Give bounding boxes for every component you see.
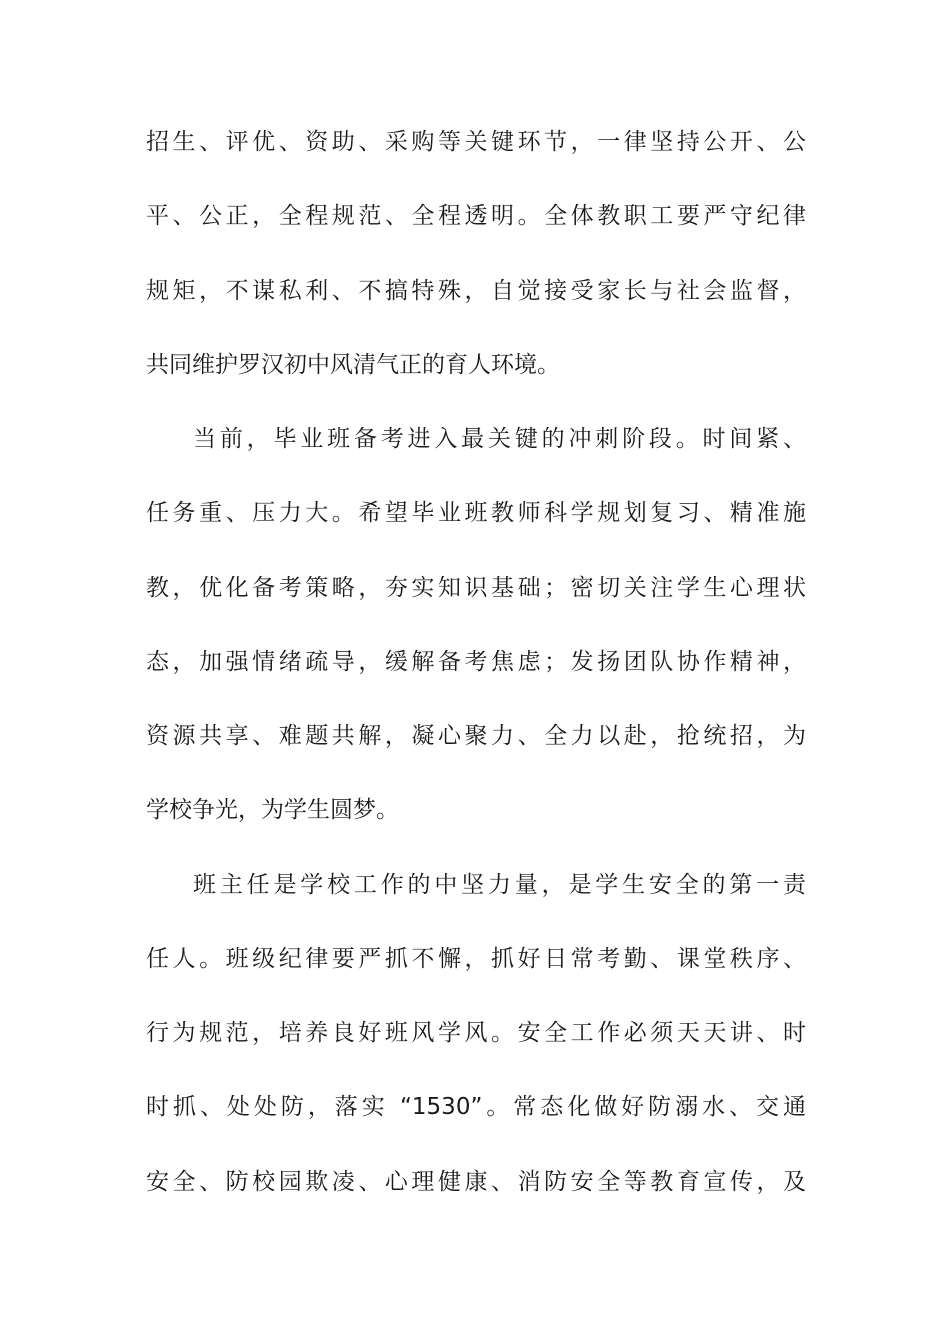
paragraph-2-line-6: 学校争光，为学生圆梦。 <box>146 797 399 823</box>
paragraph-1-line-2: 平、公正，全程规范、全程透明。全体教职工要严守纪律 <box>146 203 806 229</box>
paragraph-3-line-1: 班主任是学校工作的中坚力量，是学生安全的第一责 <box>193 872 806 898</box>
paragraph-3-line-5: 安全、防校园欺凌、心理健康、消防安全等教育宣传，及 <box>146 1169 806 1195</box>
paragraph-2-line-3: 教，优化备考策略，夯实知识基础；密切关注学生心理状 <box>146 575 806 601</box>
paragraph-3-line-4: 时抓、处处防，落实 “1530”。常态化做好防溺水、交通 <box>146 1094 806 1120</box>
paragraph-2-line-5: 资源共享、难题共解，凝心聚力、全力以赴，抢统招，为 <box>146 723 806 749</box>
paragraph-3-line-3: 行为规范，培养良好班风学风。安全工作必须天天讲、时 <box>146 1020 806 1046</box>
paragraph-1-line-3: 规矩，不谋私利、不搞特殊，自觉接受家长与社会监督， <box>146 278 806 304</box>
paragraph-1-line-1: 招生、评优、资助、采购等关键环节，一律坚持公开、公 <box>146 129 806 155</box>
paragraph-2-line-4: 态，加强情绪疏导，缓解备考焦虑；发扬团队协作精神， <box>146 649 806 675</box>
paragraph-3-line-2: 任人。班级纪律要严抓不懈，抓好日常考勤、课堂秩序、 <box>146 946 806 972</box>
paragraph-2-line-2: 任务重、压力大。希望毕业班教师科学规划复习、精准施 <box>146 500 806 526</box>
paragraph-2-line-1: 当前，毕业班备考进入最关键的冲刺阶段。时间紧、 <box>193 426 806 452</box>
paragraph-1-line-4: 共同维护罗汉初中风清气正的育人环境。 <box>146 352 560 378</box>
